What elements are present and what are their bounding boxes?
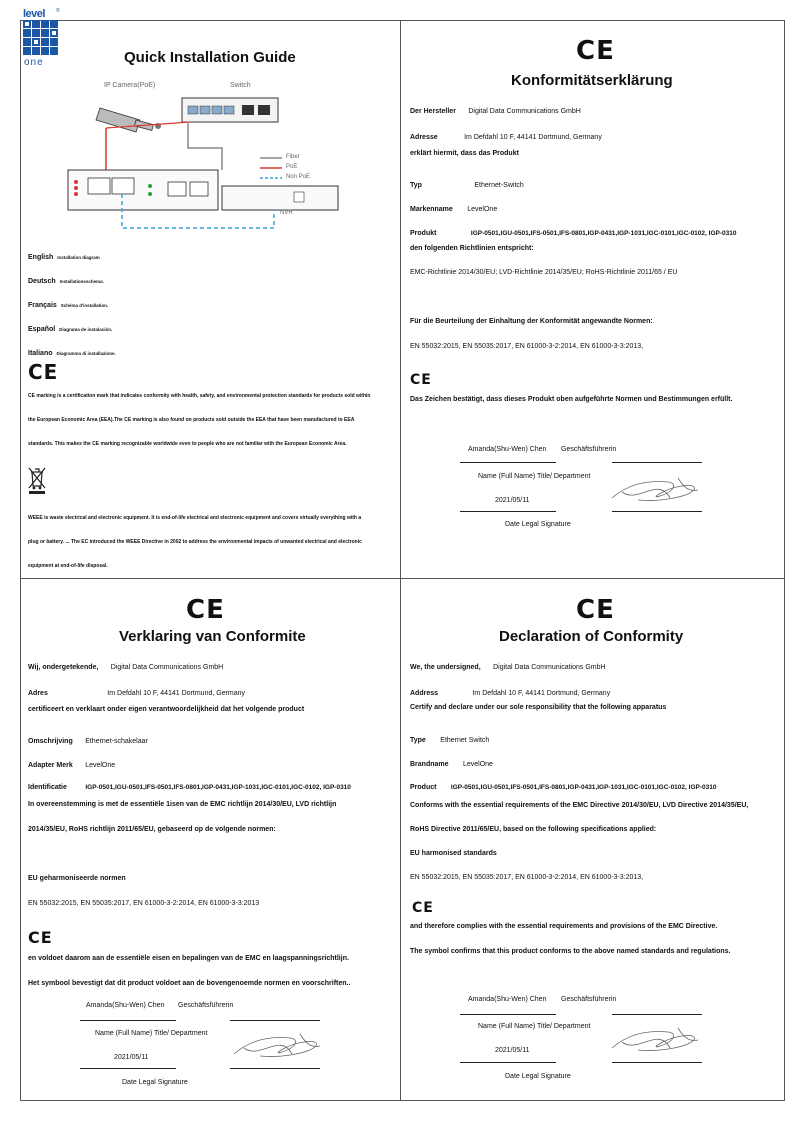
- field-value: Digital Data Communications GmbH: [468, 108, 581, 115]
- ce-mark-icon: CE: [576, 595, 615, 625]
- name-label: Name (Full Name) Title/ Department: [478, 1023, 591, 1030]
- lang-desc: Diagramma di installazione.: [56, 351, 116, 356]
- legend-fiber: Fiber: [286, 154, 300, 160]
- ce-small-icon: CE: [410, 372, 432, 388]
- statement-text: erklärt hiermit, dass das Produkt: [410, 150, 519, 157]
- lang-name: Deutsch: [28, 278, 56, 285]
- field-label: Adapter Merk: [28, 762, 73, 769]
- ce-small-icon: CE: [28, 928, 53, 947]
- signature-scribble-icon: [608, 1020, 704, 1058]
- typ-row: [410, 174, 524, 192]
- horizontal-divider: [20, 578, 784, 579]
- legend-poe: PoE: [286, 164, 298, 170]
- ce-small-icon: CE: [412, 900, 434, 916]
- adres-row: [28, 682, 245, 700]
- confirm-text: Das Zeichen bestätigt, dass dieses Produkt oben aufgeführte Normen und Bestimmungen erfüllt.: [410, 396, 733, 403]
- symbol-text: The symbol confirms that this product conforms to the above named standards and regulations.: [410, 948, 731, 955]
- field-value: Im Defdahl 10 F, 44141 Dortmund, Germany: [107, 690, 246, 697]
- eu-normen-value: EN 55032:2015, EN 55035:2017, EN 61000-3-2:2014, EN 61000-3-3:2013: [28, 900, 260, 907]
- lang-name: English: [28, 254, 54, 261]
- date-value: 2021/05/11: [495, 497, 530, 504]
- signature-line: [612, 462, 702, 463]
- signature-line: [612, 511, 702, 512]
- declaration-title: Declaration of Conformity: [499, 628, 684, 645]
- field-label: Identificatie: [28, 784, 67, 791]
- lang-english: [28, 246, 100, 264]
- lang-name: Italiano: [28, 350, 53, 357]
- name-label: Name (Full Name) Title/ Department: [95, 1030, 208, 1037]
- signature-scribble-icon: [608, 470, 704, 508]
- wij-row: [28, 656, 223, 674]
- lang-desc: Installation diagram: [57, 255, 100, 260]
- undersigned-row: [410, 656, 606, 674]
- ce-mark-icon: CE: [576, 36, 615, 66]
- signature-line: [80, 1068, 176, 1069]
- ce-text-line: the European Economic Area (EEA).The CE marking is also found on products sold outside the EEA that have been manufactured to EEA: [28, 417, 355, 423]
- field-label: Typ: [410, 182, 422, 189]
- overeenstemming-line: 2014/35/EU, RoHS richtlijn 2011/65/EU, gebaseerd op de volgende normen:: [28, 826, 276, 833]
- logo-registered: ®: [56, 8, 60, 14]
- switch-label: Switch: [230, 82, 251, 89]
- field-value: Ethernet Switch: [440, 737, 490, 744]
- logo-grid-icon: [23, 20, 59, 56]
- address-row: [410, 682, 610, 700]
- signer-title: Geschäftsführerin: [178, 1002, 234, 1009]
- signature-line: [230, 1068, 320, 1069]
- field-label: Produkt: [410, 230, 437, 237]
- field-label: Omschrijving: [28, 738, 73, 745]
- voldoet-text: en voldoet daarom aan de essentiële eisen en bepalingen van de EMC en laagspanningsrichtlijn.: [28, 955, 349, 962]
- field-label: Address: [410, 690, 439, 697]
- signer-name: Amanda(Shu-Wen) Chen: [86, 1002, 165, 1009]
- signature-line: [460, 1062, 556, 1063]
- lang-italiano: [28, 342, 116, 360]
- normen-value: EN 55032:2015, EN 55035:2017, EN 61000-3-2:2014, EN 61000-3-3:2013,: [410, 343, 644, 350]
- conforms-line: Conforms with the essential requirements of the EMC Directive 2014/30/EU, LVD Directive 2014/35/EU,: [410, 802, 749, 809]
- signature-line: [612, 1014, 702, 1015]
- eu-normen-label: EU geharmoniseerde normen: [28, 875, 126, 882]
- lang-espanol: [28, 318, 112, 336]
- date-value: 2021/05/11: [495, 1047, 530, 1054]
- weee-text-line: plug or battery. ... The EC introduced the WEEE Directive in 2002 to address the environmental impacts of unwanted electrical and electronic: [28, 539, 362, 545]
- weee-text-line: WEEE is waste electrical and electronic equipment. It is end-of-life electrical and electronic equipment and covers virtually everything with a: [28, 515, 362, 521]
- signer-title: Geschäftsführerin: [561, 446, 617, 453]
- symbool-text: Het symbool bevestigt dat dit product voldoet aan de bovengenoemde normen en voorschriften..: [28, 980, 351, 987]
- lang-name: Français: [28, 302, 57, 309]
- date-value: 2021/05/11: [114, 1054, 149, 1061]
- field-value: Im Defdahl 10 F, 44141 Dortmund, Germany: [472, 690, 611, 697]
- field-label: We, the undersigned,: [410, 664, 481, 671]
- lang-desc: Schéma d'installation.: [60, 303, 109, 308]
- type-row: [410, 729, 489, 747]
- eu-standards-value: EN 55032:2015, EN 55035:2017, EN 61000-3-2:2014, EN 61000-3-3:2013,: [410, 874, 644, 881]
- lang-name: Español: [28, 326, 56, 333]
- weee-bin-icon: [28, 466, 46, 496]
- field-value: Digital Data Communications GmbH: [493, 664, 606, 671]
- signature-line: [80, 1020, 176, 1021]
- brand-row: [410, 753, 493, 771]
- richtlinien-value: EMC-Richtlinie 2014/30/EU; LVD-Richtlinie 2014/35/EU; RoHS-Richtlinie 2011/65 / EU: [410, 269, 678, 276]
- lang-desc: Diagrama de instalación.: [59, 327, 113, 332]
- signer-title: Geschäftsführerin: [561, 996, 617, 1003]
- field-value: IGP-0501,IGU-0501,IFS-0501,IFS-0801,IGP-0431,IGP-1031,IGC-0101,IGC-0102, IGP-0310: [450, 784, 717, 791]
- signature-line: [460, 1014, 556, 1015]
- page-title: Quick Installation Guide: [124, 49, 296, 66]
- omschrijving-row: [28, 730, 148, 748]
- marke-row: [410, 198, 497, 216]
- field-value: IGP-0501,IGU-0501,IFS-0501,IFS-0801,IGP-0431,IGP-1031,IGC-0101,IGC-0102, IGP-0310: [85, 784, 351, 791]
- field-label: Der Hersteller: [410, 108, 456, 115]
- signature-scribble-icon: [230, 1026, 326, 1064]
- date-label: Date Legal Signature: [505, 521, 571, 528]
- network-topology-diagram: [60, 78, 360, 238]
- field-label: Markenname: [410, 206, 453, 213]
- signature-line: [460, 462, 556, 463]
- signer-name: Amanda(Shu-Wen) Chen: [468, 446, 547, 453]
- ce-mark-icon: CE: [186, 595, 225, 625]
- field-label: Product: [410, 784, 437, 791]
- declaration-title: Verklaring van Conformite: [119, 628, 306, 645]
- declaration-title: Konformitätserklärung: [511, 72, 673, 89]
- merk-row: [28, 754, 115, 772]
- signature-line: [230, 1020, 320, 1021]
- hersteller-row: [410, 100, 581, 118]
- camera-label: IP Camera(PoE): [104, 82, 156, 89]
- adresse-row: [410, 126, 602, 144]
- produkt-row: [410, 222, 736, 240]
- legend-nonpoe: Non PoE: [286, 174, 311, 180]
- levelone-logo: [23, 8, 61, 68]
- name-label: Name (Full Name) Title/ Department: [478, 473, 591, 480]
- lang-francais: [28, 294, 108, 312]
- date-label: Date Legal Signature: [122, 1079, 188, 1086]
- field-label: Adresse: [410, 134, 438, 141]
- signature-line: [612, 1062, 702, 1063]
- ce-text-line: CE marking is a certification mark that indicates conformity with health, safety, and environmental protection standards for products sold within: [28, 393, 371, 399]
- statement-text: Certify and declare under our sole responsibility that the following apparatus: [410, 704, 667, 711]
- field-value: LevelOne: [462, 761, 493, 768]
- field-value: LevelOne: [85, 762, 116, 769]
- overeenstemming-line: In overeenstemming is met de essentiële 1isen van de EMC richtlijn 2014/30/EU, LVD richtlijn: [28, 801, 337, 808]
- normen-label: Für die Beurteilung der Einhaltung der Konformität angewandte Normen:: [410, 318, 653, 325]
- logo-text-bottom: one: [24, 57, 44, 68]
- identificatie-row: [28, 776, 351, 794]
- signature-line: [460, 511, 556, 512]
- date-label: Date Legal Signature: [505, 1073, 571, 1080]
- weee-description: [28, 506, 398, 578]
- lang-desc: Installationsschema.: [59, 279, 104, 284]
- complies-text: and therefore complies with the essential requirements and provisions of the EMC Directive.: [410, 923, 718, 930]
- vertical-divider: [400, 20, 401, 1100]
- ce-text-line: standards. This makes the CE marking recognizable worldwide even to people who are not familiar with the European Economic Area.: [28, 441, 347, 447]
- conforms-line: RoHS Directive 2011/65/EU, based on the following specifications applied:: [410, 826, 657, 833]
- weee-text-line: equipment at end-of-life disposal.: [28, 563, 108, 569]
- ce-mark-icon: CE: [28, 360, 59, 384]
- field-label: Adres: [28, 690, 48, 697]
- logo-text-top: level: [23, 8, 45, 20]
- installation-diagram: [60, 78, 360, 238]
- field-label: Wij, ondergetekende,: [28, 664, 99, 671]
- product-row: [410, 776, 716, 794]
- ce-description: [28, 384, 398, 456]
- field-value: IGP-0501,IGU-0501,IFS-0501,IFS-0801,IGP-0431,IGP-1031,IGC-0101,IGC-0102, IGP-0310: [470, 230, 737, 237]
- field-value: Ethernet-Switch: [474, 182, 524, 189]
- field-value: Im Defdahl 10 F, 44141 Dortmund, Germany: [464, 134, 602, 141]
- field-label: Brandname: [410, 761, 449, 768]
- field-value: Digital Data Communications GmbH: [110, 664, 224, 671]
- field-value: LevelOne: [467, 206, 498, 213]
- signer-name: Amanda(Shu-Wen) Chen: [468, 996, 547, 1003]
- lang-deutsch: [28, 270, 104, 288]
- field-value: Ethernet-schakelaar: [85, 738, 148, 745]
- field-label: Type: [410, 737, 426, 744]
- eu-standards-label: EU harmonised standards: [410, 850, 497, 857]
- statement-text: certificeert en verklaart onder eigen verantwoordelijkheid dat het volgende product: [28, 706, 305, 713]
- nvr-label: NVR: [280, 210, 293, 216]
- richtlinien-label: den folgenden Richtlinien entspricht:: [410, 245, 534, 252]
